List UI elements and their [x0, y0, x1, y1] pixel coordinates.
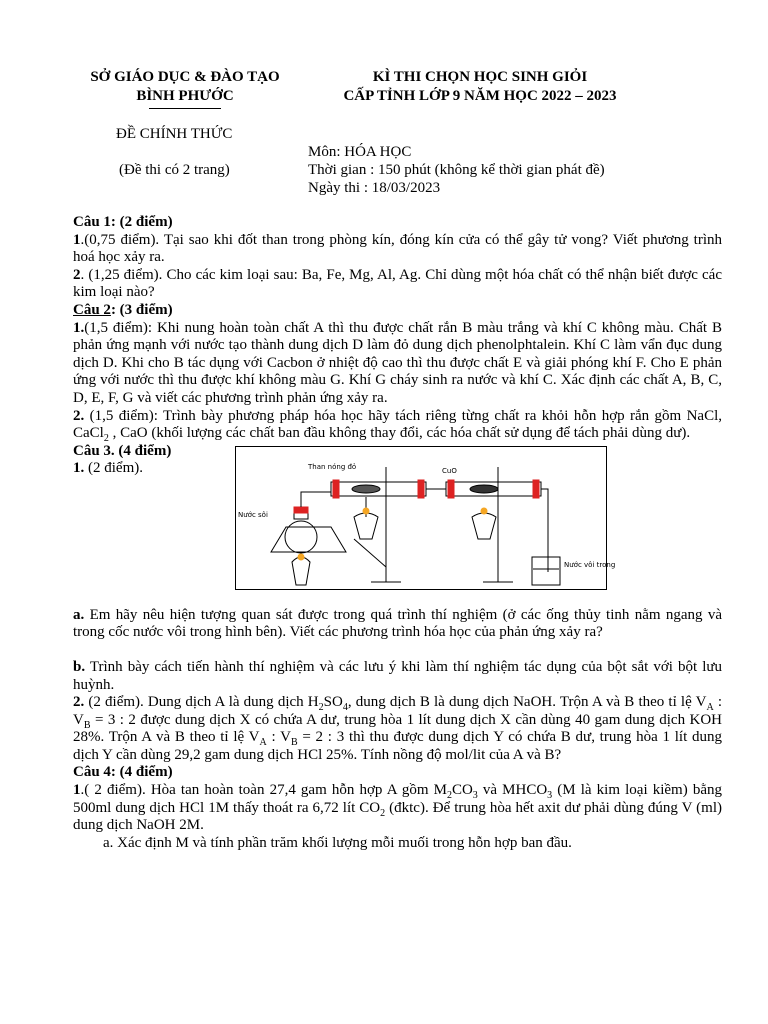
- exam-header: [315, 68, 645, 106]
- part-number: 1: [73, 231, 81, 248]
- carbon-charge: [352, 485, 380, 493]
- part-text: , CaO (khối lượng các chất ban đầu không thay đổi, các hóa chất sử dụng để tách phải dùng dư).: [108, 425, 691, 442]
- question-2-part-1: [73, 320, 722, 408]
- spirit-lamp-left: [292, 557, 310, 585]
- part-text: và MHCO: [477, 782, 548, 799]
- subscript: 3: [472, 790, 478, 802]
- question-3-part-2: [73, 694, 722, 764]
- part-number: 1.: [73, 460, 85, 477]
- question-1-part-2: [73, 267, 722, 302]
- part-text: : V: [266, 729, 291, 746]
- subscript: 2: [380, 807, 386, 819]
- experiment-diagram: [235, 446, 616, 590]
- question-4-part-1-a: a. Xác định M và tính phần trăm khối lượng mỗi muối trong hỗn hợp ban đầu.: [103, 834, 572, 851]
- exam-body: [73, 214, 722, 852]
- part-text: = 2 : 3 thì thu được dung dịch Y có chứa B dư, trung hòa 1 lít dung dịch Y cần dùng 29,2 gam dung dịch HCl 25%. Tính nồng độ mol/lit của A và B?: [73, 729, 722, 763]
- question-4-title: Câu 4: (4 điểm): [73, 764, 173, 781]
- part-text: .( 2 điểm). Hòa tan hoàn toàn 27,4 gam hỗn hợp A gồm M: [80, 782, 447, 799]
- province-name: BÌNH PHƯỚC: [136, 88, 234, 104]
- part-number: 1.: [73, 319, 85, 336]
- connecting-tube: [301, 492, 331, 507]
- outlet-tube: [541, 489, 548, 572]
- part-number: 2.: [73, 407, 85, 424]
- exam-title: KÌ THI CHỌN HỌC SINH GIỎI: [372, 69, 588, 85]
- sub-text: Trình bày cách tiến hành thí nghiệm và các lưu ý khi làm thí nghiệm tác dụng của bột sắt với bột lưu huỳnh.: [73, 658, 722, 693]
- label-carbon: Than nóng đỏ: [308, 462, 357, 471]
- department-name: SỞ GIÁO DỤC & ĐÀO TẠO: [90, 69, 280, 85]
- part-text: CO: [451, 782, 473, 799]
- subscript: 2: [103, 433, 109, 445]
- cuo-charge: [470, 485, 498, 493]
- label-limewater: Nước vôi trong: [564, 560, 616, 569]
- subscript: B: [290, 737, 298, 749]
- pages-note: (Đề thi có 2 trang): [119, 162, 230, 178]
- exam-level: CẤP TỈNH LỚP 9 NĂM HỌC 2022 – 2023: [343, 88, 617, 104]
- part-text: . (1,25 điểm). Cho các kim loại sau: Ba, Fe, Mg, Al, Ag. Chỉ dùng một hóa chất có thể nhận biết được các kim loại nào?: [73, 266, 722, 301]
- part-text: = 3 : 2 được dung dịch X có chứa A dư, trung hòa 1 lít dung dịch X cần dùng 40 gam dung dịch KOH 28%. Trộn A và B theo tỉ lệ V: [73, 711, 722, 746]
- question-points: : (3 điểm): [110, 301, 173, 318]
- question-3-part-1: [73, 460, 235, 478]
- subscript: 4: [342, 702, 348, 714]
- date-line: Ngày thi : 18/03/2023: [308, 180, 441, 196]
- part-text: (đktc). Để trung hòa hết axit dư phải dùng đúng V (ml) dung dịch NaOH 2M.: [73, 799, 722, 834]
- boiling-flask: [285, 521, 317, 553]
- question-1-title: Câu 1: (2 điểm): [73, 214, 173, 230]
- question-3-b: [73, 659, 722, 694]
- sub-label: b.: [73, 658, 86, 675]
- part-text: (2 điểm).: [84, 460, 143, 477]
- question-3-left: [73, 443, 235, 478]
- sub-text: Em hãy nêu hiện tượng quan sát được trong quá trình thí nghiệm (ở các ống thủy tinh nằm ngang và trong cốc nước vôi trong hình bên). Viết các phương trình hóa học của phản ứng xảy ra?: [73, 606, 722, 641]
- department-header: [70, 68, 300, 109]
- part-number: 2: [73, 266, 81, 283]
- part-number: 1: [73, 782, 81, 799]
- part-text: (1,5 điểm): Khi nung hoàn toàn chất A thì thu được chất rắn B màu trắng và khí C không màu. Chất B phản ứng mạnh với nước tạo thành dung dịch D làm đỏ dung dịch phenolphtalein. Khí C làm vẩn đục dung dịch D. Khi cho B tác dụng với Cacbon ở nhiệt độ cao thì thu được chất E và giải phóng khí F. Cho E phản ứng với nước thì thu được khí không màu G. Khí G cháy sinh ra nước và khí C. Xác định các chất A, B, C, D, E, F, G và viết các phương trình phản ứng xảy ra.: [73, 319, 722, 406]
- question-4-part-1: [73, 782, 722, 835]
- part-number: 2.: [73, 694, 85, 711]
- part-text: (1,5 điểm): Trình bày phương pháp hóa học hãy tách riêng từng chất ra khỏi hỗn hợp rắn gồm NaCl, CaCl: [73, 407, 722, 442]
- time-line: Thời gian : 150 phút (không kể thời gian phát đề): [308, 162, 605, 178]
- official-label: ĐỀ CHÍNH THỨC: [116, 126, 233, 142]
- header-underline: [149, 108, 221, 109]
- spirit-lamp-3: [472, 513, 496, 539]
- stand-left: [271, 527, 346, 552]
- subscript: 2: [446, 790, 452, 802]
- question-2-part-2: [73, 408, 722, 443]
- part-text: : V: [73, 694, 722, 728]
- part-text: SO: [323, 694, 343, 711]
- subscript: 2: [318, 702, 324, 714]
- part-text: .(0,75 điểm). Tại sao khi đốt than trong phòng kín, đóng kín cửa có thể gây tử vong? Viết phương trình hoá học xảy ra.: [73, 231, 722, 266]
- subscript: A: [259, 737, 267, 749]
- question-2-title: [73, 302, 722, 320]
- label-water: Nước sôi: [238, 510, 268, 519]
- part-text: , dung dịch B là dung dịch NaOH. Trộn A và B theo tỉ lệ V: [347, 694, 707, 711]
- limewater-beaker: [532, 557, 560, 585]
- subscript: 3: [547, 790, 553, 802]
- subscript: A: [706, 702, 714, 714]
- question-3-row: [73, 443, 722, 590]
- subject-line: Môn: HÓA HỌC: [308, 144, 412, 160]
- subscript: B: [83, 719, 91, 731]
- question-3-title: Câu 3. (4 điểm): [73, 442, 172, 459]
- label-cuo: CuO: [442, 466, 457, 475]
- sub-label: a.: [73, 606, 85, 623]
- part-text: (M là kim loại kiềm) bằng 500ml dung dịch HCl 1M thấy thoát ra 6,72 lít CO: [73, 782, 722, 816]
- question-1-part-1: [73, 232, 722, 267]
- question-3-a: [73, 607, 722, 642]
- part-text: (2 điểm). Dung dịch A là dung dịch H: [84, 694, 319, 711]
- question-label: Câu 2: [73, 301, 111, 318]
